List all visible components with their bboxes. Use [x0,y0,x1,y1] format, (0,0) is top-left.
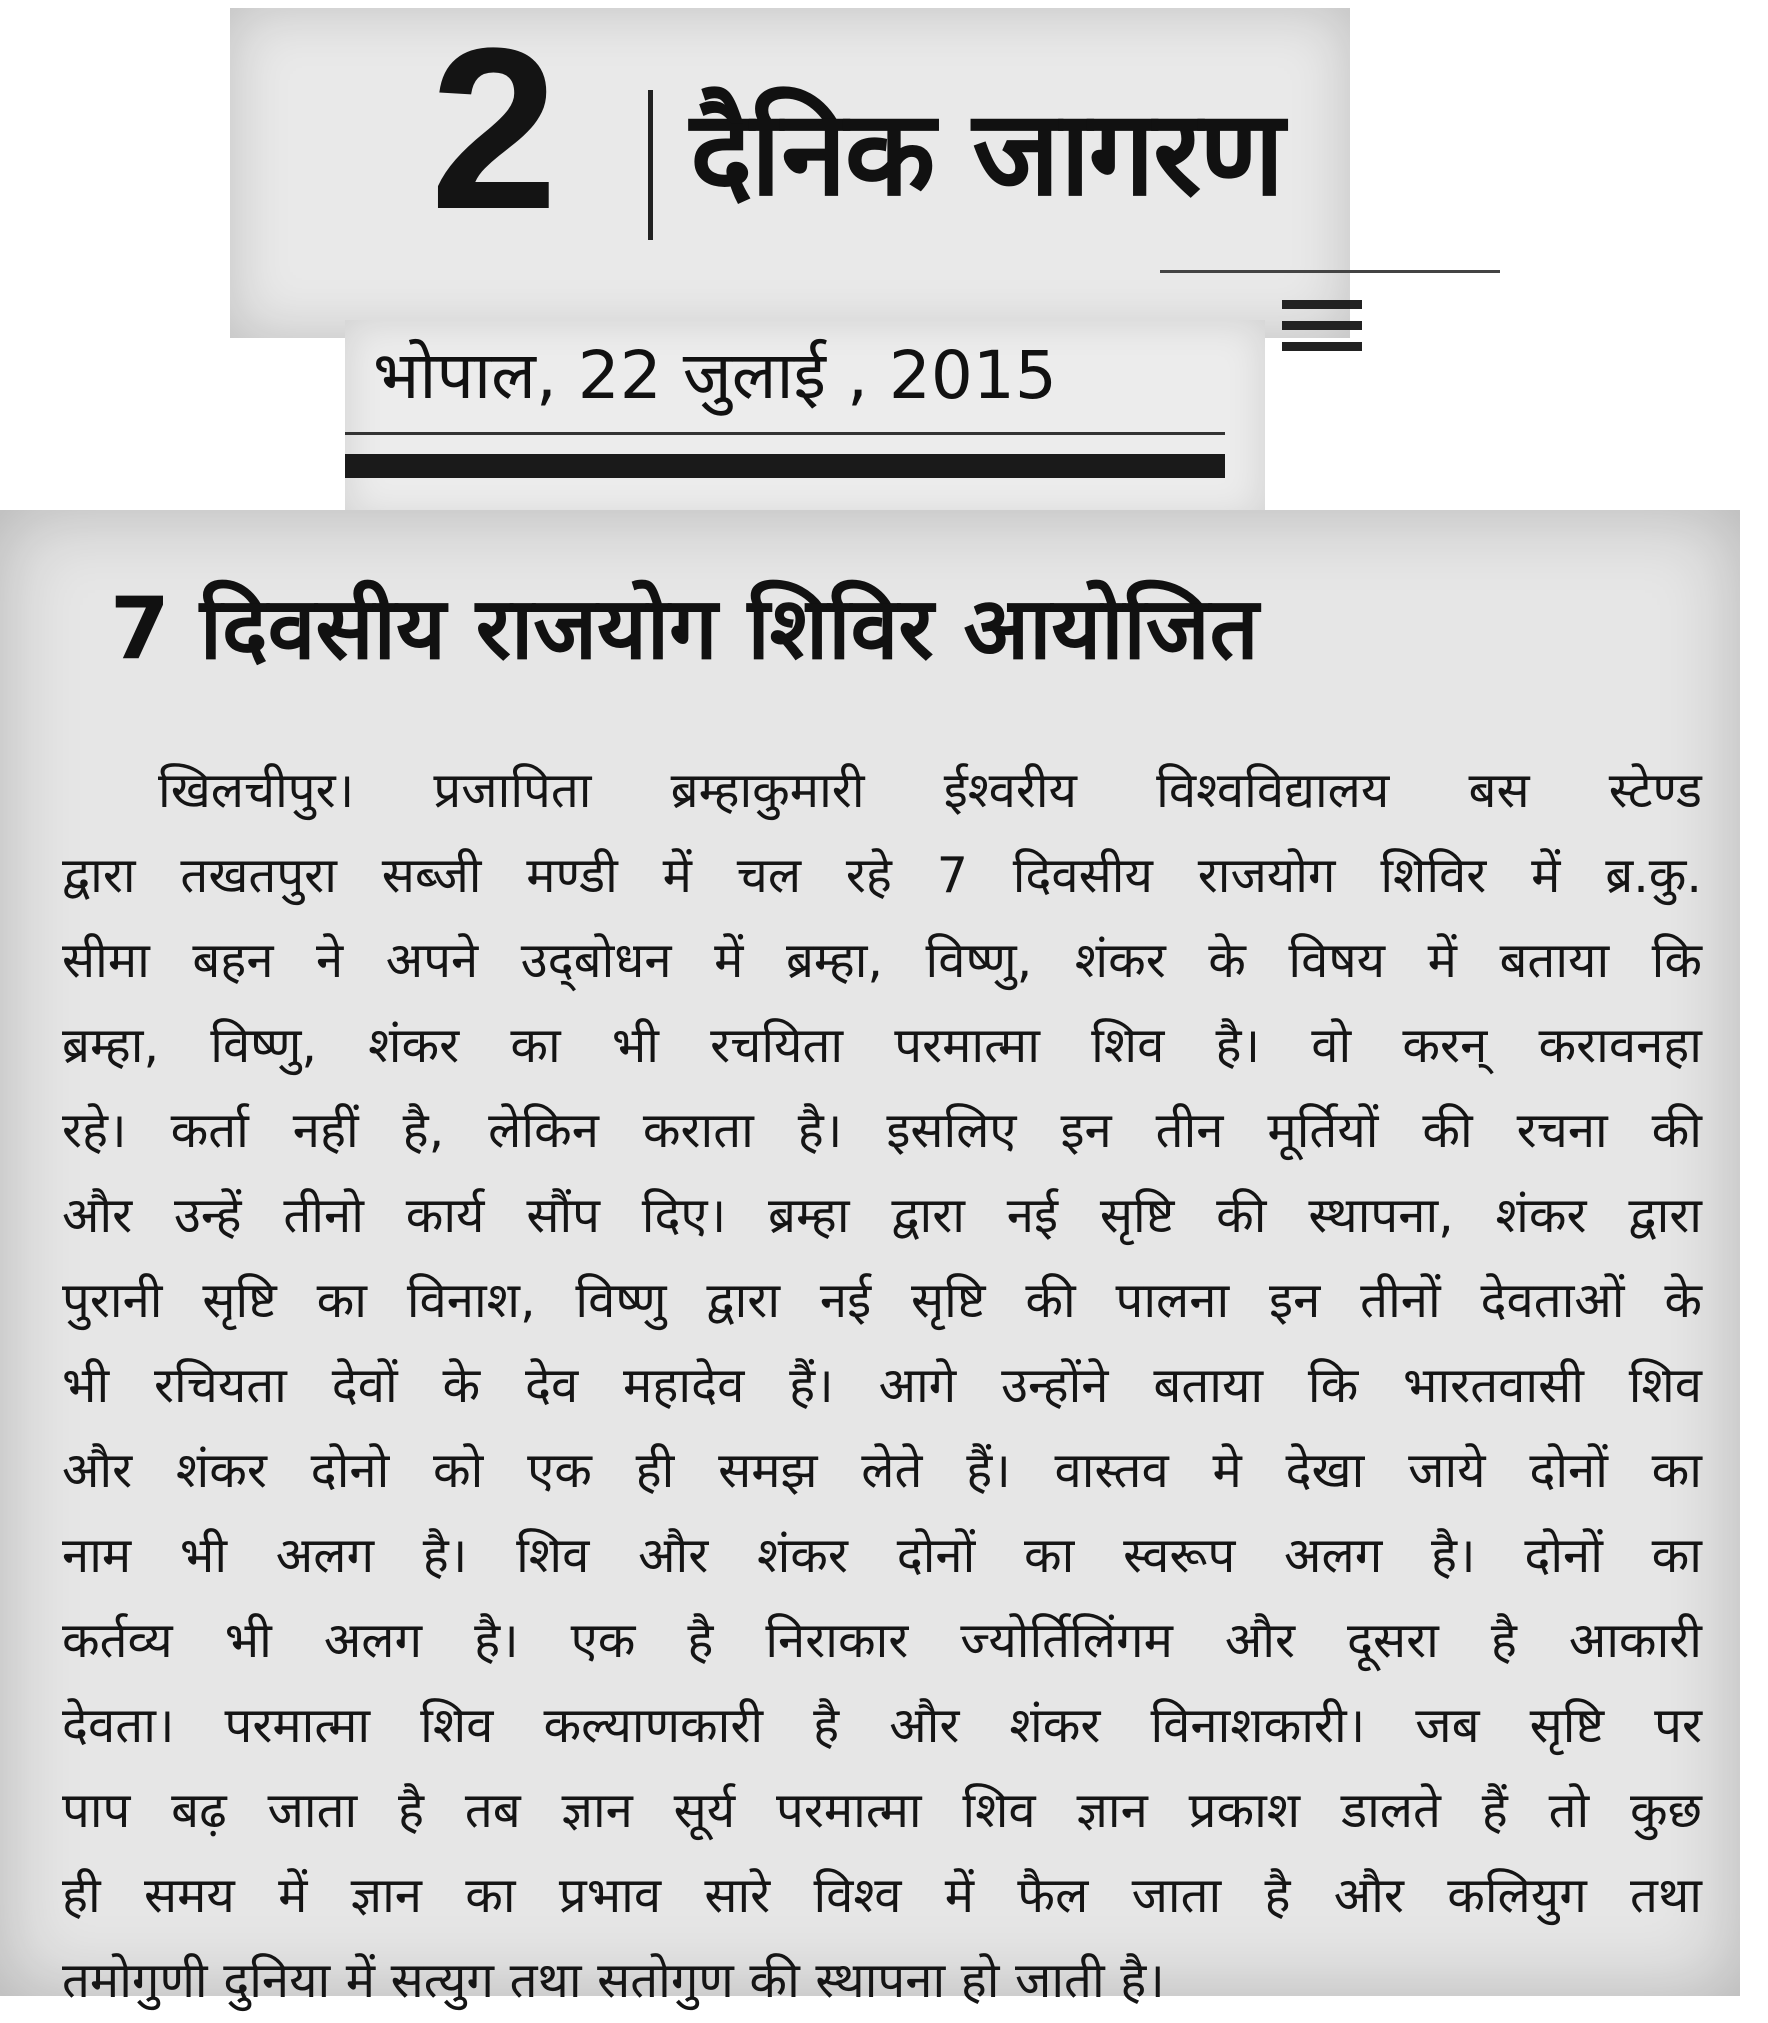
page-number: 2 [430,0,558,257]
article-clipping [0,510,1740,2009]
article-line: ही समय में ज्ञान का प्रभाव सारे विश्व में फैल जाता है और कलियुग तथा [62,1867,1702,1924]
article-line: सीमा बहन ने अपने उद्‌बोधन में ब्रम्हा, विष्णु, शंकर के विषय में बताया कि [62,932,1702,989]
side-bar [1282,321,1362,330]
dateline-clipping [345,320,1265,520]
masthead-divider [648,90,653,240]
side-bar [1282,342,1362,351]
masthead-clipping [230,0,1350,338]
article-line: देवता। परमात्मा शिव कल्याणकारी है और शंकर विनाशकारी। जब सृष्टि पर [62,1697,1702,1754]
newspaper-name: दैनिक जागरण [690,84,1283,222]
article-line: खिलचीपुर। प्रजापिता ब्रम्हाकुमारी ईश्वरीय विश्वविद्यालय बस स्टेण्ड [158,762,1702,819]
article-line: और उन्हें तीनो कार्य सौंप दिए। ब्रम्हा द्वारा नई सृष्टि की स्थापना, शंकर द्वारा [62,1187,1702,1244]
article-line: तमोगुणी दुनिया में सत्युग तथा सतोगुण की स्थापना हो जाती है। [62,1952,1165,2009]
article-line: नाम भी अलग है। शिव और शंकर दोनों का स्वरूप अलग है। दोनों का [62,1527,1702,1584]
article-line: ब्रम्हा, विष्णु, शंकर का भी रचयिता परमात्मा शिव है। वो करन् करावनहा [62,1017,1702,1074]
dateline-band [345,454,1225,478]
article-line: और शंकर दोनो को एक ही समझ लेते हैं। वास्तव मे देखा जाये दोनों का [62,1442,1702,1499]
masthead-rule [1160,270,1500,273]
article-line: द्वारा तखतपुरा सब्जी मण्डी में चल रहे 7 दिवसीय राजयोग शिविर में ब्र.कु. [62,847,1702,904]
article-body [62,748,1702,2023]
dateline: भोपाल, 22 जुलाई , 2015 [373,337,1057,414]
dateline-underline [345,432,1225,435]
article-line: पाप बढ़ जाता है तब ज्ञान सूर्य परमात्मा शिव ज्ञान प्रकाश डालते हैं तो कुछ [62,1782,1702,1839]
side-bar [1282,300,1362,309]
article-line: रहे। कर्ता नहीं है, लेकिन कराता है। इसलिए इन तीन मूर्तियों की रचना की [62,1102,1702,1159]
article-line: भी रचियता देवों के देव महादेव हैं। आगे उन्होंने बताया कि भारतवासी शिव [62,1357,1702,1414]
article-line: पुरानी सृष्टि का विनाश, विष्णु द्वारा नई सृष्टि की पालना इन तीनों देवताओं के [62,1272,1702,1329]
masthead-side-bars [1282,300,1362,363]
article-headline: 7 दिवसीय राजयोग शिविर आयोजित [110,579,1259,679]
article-line: कर्तव्य भी अलग है। एक है निराकार ज्योर्तिलिंगम और दूसरा है आकारी [62,1612,1702,1669]
